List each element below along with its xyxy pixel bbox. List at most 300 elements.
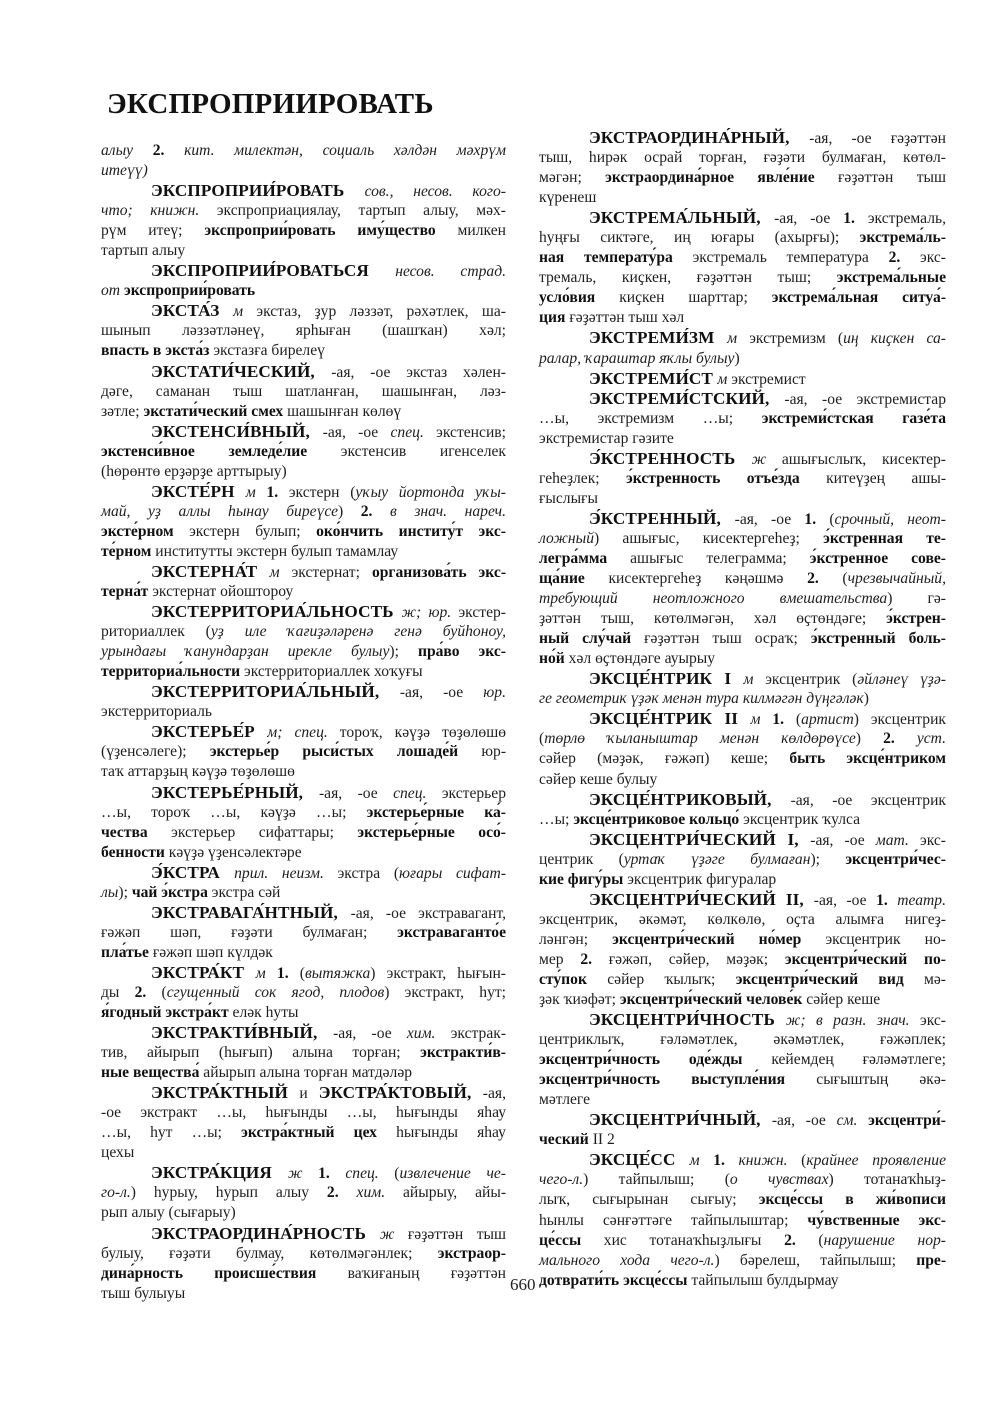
translation-text: дәге, саманан тыш шатланған, шашынған, ләз- [101,382,506,400]
translation-text: тартып алыу [101,242,186,260]
headword: ЭКСТРЕМИ́СТ [589,368,718,388]
entry-line [539,228,946,248]
translation-text: экспроприациялау, тартып алыу, мәх- [216,202,506,220]
entry-line [101,1183,506,1203]
entry-start-line [539,208,946,228]
entry-line [539,188,946,208]
entry-line [539,1050,946,1070]
entry-line [539,1251,946,1271]
bold-phrase: э́кстренность отъе́зда [626,469,827,487]
entry-line [101,502,506,522]
bold-phrase: экстраор- [437,1244,506,1262]
translation-text: айырып алына торған матдәләр [203,1064,413,1082]
italic-label: лы [101,883,119,901]
headword: ЭКСТРАОРДИНА́РНОСТЬ [151,1223,380,1243]
translation-text: экстерриториаль [101,703,212,721]
italic-label: от [101,282,124,300]
translation-text: экстер- [458,604,506,622]
translation-text: (һөрөнтө ерҙәрҙе арттырыу) [101,462,287,480]
translation-text: экстенсив; [436,423,506,441]
entry-line [101,542,506,562]
entry-line [539,1170,946,1190]
entry-line [101,522,506,542]
headword: ЭКСТЕ́РН [151,481,246,501]
bold-phrase: э́кстрен- [886,610,946,628]
entry-line [539,1231,946,1251]
bold-phrase: экстерье́рные осо́- [357,823,506,841]
translation-text: экстерн ( [288,483,356,501]
headword: Э́КСТРЕННЫЙ, [589,508,735,528]
headword: ЭКСПРОПРИИ́РОВАТЬ [151,181,365,201]
headword: ЭКСТЕНСИ́ВНЫЙ, [151,421,323,441]
translation-text: -ая, -ое [813,891,877,909]
entry-line [539,1211,946,1231]
entry-start-line [539,790,946,810]
entry-start-line [539,1010,946,1030]
entry-start-line [101,1083,506,1103]
bold-phrase: экстракти́в- [420,1044,506,1062]
translation-text: лыҡ, сығырынан сығыу; [539,1191,759,1209]
translation-text: рып алыу (сығарыу) [101,1204,236,1222]
headword: ЭКСПРОПРИИ́РОВАТЬСЯ [151,261,396,281]
translation-text: ( [818,1231,824,1249]
headword: ЭКСТА́З [151,301,234,321]
bold-phrase: те́рном [101,542,156,560]
bold-phrase: э́кстренное сове- [809,549,946,567]
entry-line [101,1203,506,1223]
bold-phrase: территориа́льности [101,663,244,681]
translation-text: кейемдең ғәләмәтлеге; [771,1051,946,1069]
entry-start-line [539,830,946,850]
bold-phrase: экстерье́р рыси́стых лошаде́й [209,743,482,761]
translation-text: ) һурыу, һурып алыу [130,1184,327,1202]
italic-label: несов. страд. [395,263,506,281]
translation-text: -ая, -ое [810,831,876,849]
italic-label: юр. [483,684,506,702]
translation-text: экс- [920,1012,946,1030]
translation-text: центриклыҡ, ғәләмәтлек, әкәмәтлек, ғәжәплек; [539,1031,946,1049]
translation-text: экстазға бирелеү [213,342,325,360]
bold-phrase: 2. [360,502,390,520]
translation-text: күренеш [539,189,597,207]
translation-text: …ы, экстремизм …ы; [539,409,762,427]
translation-text: ) [734,349,740,367]
translation-text: ) экстракт, һығын- [370,964,506,982]
bold-phrase: экстати́ческий смех [143,402,288,420]
translation-text: экстремистар гәзите [539,429,674,447]
translation-text: ) [855,730,884,748]
page-number: 660 [510,1275,536,1294]
translation-text: эксцентрик фигуралар [627,870,777,888]
translation-text: ғәжәп шәп, ғәҙәти булмаған; [101,923,398,941]
bold-phrase: эксцентри́ческий челове́к [619,991,807,1009]
entry-line [539,529,946,549]
entry-start-line [101,863,506,883]
entry-start-line [539,128,946,148]
translation-text: ) [338,502,361,520]
translation-text: сығыштың әкә- [816,1071,946,1089]
entry-line [101,622,506,642]
bold-phrase: усло́вия [539,289,620,307]
running-head: ЭКСПРОПРИИРОВАТЬ [107,88,434,120]
translation-text: экс- [920,831,946,849]
italic-label: спец. [390,423,437,441]
translation-text: ( [299,964,305,982]
translation-text: сәйер ҡылыҡ; [607,970,736,988]
entry-line [539,770,946,790]
entry-line [539,288,946,308]
bold-phrase: впасть в экста́з [101,342,214,360]
entry-start-line [101,362,506,382]
italic-label: ложный [539,529,594,547]
entry-start-line [539,1110,946,1130]
italic-label: срочный, неот- [834,510,946,528]
bold-phrase: э́кстренный боль- [810,630,946,648]
translation-text: тремаль, киҫкен, ғәҙәттән тыш; [539,269,837,287]
entry-line [101,923,506,943]
translation-text: тыш, һирәк осрай торған, ғәҙәти булмаған, көтөл- [539,149,946,167]
italic-label: о чувствах [729,1171,829,1189]
entry-start-line [101,783,506,803]
translation-text: киҫкен шарттар; [619,289,772,307]
headword: ЭКСЦЕ́НТРИКОВЫЙ, [589,789,791,809]
bold-phrase: пра́во экс- [417,643,506,661]
entry-line [539,569,946,589]
bold-phrase: эксце́ссы в жи́вописи [758,1191,946,1209]
entry-line [101,1244,506,1264]
translation-text: ); [389,643,418,661]
italic-label: в знач. нареч. [390,502,506,520]
entry-line [539,990,946,1010]
bold-phrase: экстенси́вное земледе́лие [101,442,341,460]
entry-line [101,883,506,903]
bold-phrase: организова́ть экс- [371,563,507,581]
translation-text: мәгән; [539,169,606,187]
italic-label: нарушение нор- [823,1231,946,1249]
headword: ЭКСТЕРЬЕ́Р [151,722,268,742]
translation-text: хис тотанаҡһыҙлығы [603,1231,785,1249]
entry-line [539,649,946,669]
bold-phrase: пла́тье [101,943,153,961]
entry-line [539,1271,946,1291]
headword: Э́КСТРЕННОСТЬ [589,448,752,468]
entry-start-line [101,1224,506,1244]
translation-text: ) ашығыс, кисектергеһеҙ; [594,529,824,547]
headword: ЭКСТЕРРИТОРИА́ЛЬНЫЙ, [151,682,400,702]
translation-text: -ое экстракт …ы, һығынды …ы, һығынды яһау [101,1104,506,1122]
entry-start-line [101,422,506,442]
translation-text: кисектергеһеҙ кәңәшмә [608,570,808,588]
headword: ЭКСТЕРРИТОРИА́ЛЬНОСТЬ [151,602,402,622]
entry-start-line [539,389,946,409]
italic-label: вытяжка [305,964,371,982]
translation-text: -ая, -ое [771,1112,837,1130]
entry-line [101,1103,506,1123]
translation-text: ); [118,883,132,901]
entry-start-line [101,301,506,321]
italic-label: прил. неизм. [234,864,338,882]
italic-label: м [743,671,766,689]
italic-label: чего-л. [539,1171,584,1189]
italic-label: спец. [345,1165,395,1183]
entry-line [101,662,506,682]
entry-line [101,1003,506,1023]
entry-line [539,349,946,369]
headword: ЭКСТРАОРДИНА́РНЫЙ, [589,128,810,147]
translation-text: ) тайпылыш; ( [583,1171,730,1189]
italic-label: артист [801,711,854,729]
italic-label: итеүү) [101,162,148,180]
translation-text: ашығыслыҡ, кисектер- [781,450,947,468]
translation-text: ҙәттән тыш, көтөлмәгән, хәл өҫтөндәге; [539,610,887,628]
entry-line [539,1130,946,1150]
translation-text: китеүҙең ашы- [826,469,947,487]
translation-text: -ая, -ое экстаз хәлен- [331,363,506,381]
entry-line [539,749,946,769]
entry-line [539,810,946,830]
italic-label: ж [751,450,782,468]
translation-text: таҡ аттарҙың кәүҙә төҙөлөшө [101,763,295,781]
translation-text: ( [394,1165,400,1183]
bold-phrase: легра́мма [539,549,631,567]
translation-text: геһеҙлек; [539,469,627,487]
entry-line [101,1264,506,1284]
italic-label: го-л. [101,1184,131,1202]
headword: ЭКСТРЕМИ́ЗМ [589,328,728,348]
bold-phrase: 1. [876,891,898,909]
entry-line [101,943,506,963]
translation-text: экстремаль, [867,210,946,228]
translation-text: еләк һуты [232,1004,299,1022]
entry-line [101,141,506,161]
translation-text: рүм итеү; [101,222,205,240]
translation-text: …ы; [539,810,574,828]
bold-phrase: ная температу́ра [539,249,693,267]
entry-line [101,1123,506,1143]
bold-phrase: ческий [539,1131,593,1149]
entry-start-line [101,682,506,702]
bold-phrase: ща́ние [539,570,609,588]
bold-phrase: 2. [807,570,843,588]
translation-text: ғәжәп шәп күлдәк [152,943,273,961]
translation-text: һынлы сәнғәттәге тайпылыштар; [539,1211,808,1229]
translation-text: ) бәрелеш, тайпылыш; [714,1251,917,1269]
bold-phrase: 1. [266,483,289,501]
entry-line [539,489,946,509]
bold-phrase: эксцентри́чность выступле́ния [539,1071,817,1089]
italic-label: урындағы ҡанундарҙан ирекле булыу [101,643,390,661]
bold-phrase: 2. [580,950,609,968]
translation-text: ( [161,983,167,1001]
bold-phrase: 1. [276,964,300,982]
headword: ЭКСТРА́КТОВЫЙ, [318,1083,483,1103]
entry-line [539,1070,946,1090]
headword: ЭКСТЕРЬЕ́РНЫЙ, [151,782,319,802]
translation-text: мер [539,950,581,968]
entry-line [539,268,946,288]
headword: ЭКСТЕРНА́Т [151,561,270,581]
translation-text: -ая, [482,1085,506,1103]
entry-start-line [539,890,946,910]
italic-label: уҡыу йортонда уҡы- [355,483,506,501]
bold-phrase: кие фигу́ры [539,870,628,888]
bold-phrase: 1. [843,210,868,228]
translation-text: риториаллек ( [101,623,211,641]
translation-text: ваҡиғаның ғәҙәттән [347,1264,507,1282]
entry-start-line [101,1023,506,1043]
entry-line [101,462,506,482]
italic-label: ж; в разн. знач. [785,1012,920,1030]
italic-label: м; спец. [267,724,340,742]
translation-text: ашығыс телеграмма; [630,549,810,567]
italic-label: май, уҙ аллы һынау биреүсе [101,502,338,520]
bold-phrase: 2. [784,1231,819,1249]
translation-text: һуңғы сиктәге, иң юғары (ахырғы); [539,229,860,247]
italic-label: м [233,303,257,321]
bold-phrase: дина́рность происше́ствия [101,1264,348,1282]
bold-phrase: ный слу́чай [539,630,645,648]
translation-text: ғәжәп, сәйер, мәҙәк; [608,950,785,968]
translation-text: тороҡ, кәүҙә төҙөлөшө [339,724,506,742]
bold-phrase: я́годный экстра́кт [101,1004,233,1022]
translation-text: ғәҙәттән тыш [838,169,946,187]
translation-text: ( [842,570,848,588]
translation-text: -ая, -ое [734,510,805,528]
entry-line [101,241,506,261]
translation-text: ғыслығы [539,489,598,507]
italic-label: что; книжн. [101,202,217,220]
bold-phrase: 1. [713,1152,739,1170]
translation-text: институтты экстерн булып тамамлау [155,542,399,560]
entry-line [539,409,946,429]
bold-phrase: экстрема́льные [836,269,946,287]
italic-label: м [727,330,750,348]
bold-phrase: экстерье́рные ка́- [366,803,506,821]
translation-text: юр- [481,743,507,761]
entry-line [101,382,506,402]
entry-line [539,629,946,649]
translation-text: II 2 [592,1131,615,1149]
translation-text: ҙәк ҡиәфәт; [539,991,620,1009]
entry-start-line [539,669,946,689]
translation-text: кәүҙә үҙенсәлектәре [168,843,302,861]
entry-line [101,161,506,181]
translation-text: сәйер (мәҙәк, ғәжәп) кеше; [539,750,790,768]
entry-start-line [101,903,506,923]
bold-phrase: бенности [101,843,169,861]
translation-text: экстенсив игенселек [340,442,506,460]
entry-line [101,442,506,462]
bold-phrase: эксцентри́- [868,1112,946,1130]
entry-start-line [101,562,506,582]
italic-label: хим. [356,1184,404,1202]
entry-line [101,341,506,361]
translation-text: экстерн булып; [189,522,317,540]
bold-phrase: терна́т [101,583,153,601]
italic-label: ге геометрик үҙәк менән тура килмәгән дүңгәләк [539,690,864,708]
italic-label: м [255,964,277,982]
entry-line [539,589,946,609]
entry-start-line [101,261,506,281]
translation-text: ды [101,983,135,1001]
entry-start-line [101,602,506,622]
headword: ЭКСЦЕ́СС [589,1150,690,1170]
translation-text: ләнгән; [539,930,613,948]
headword: ЭКСЦЕНТРИ́ЧЕСКИЙ II, [589,889,814,909]
entry-start-line [539,1150,946,1170]
entry-line [101,1043,506,1063]
translation-text: экстремаль температура [692,249,889,267]
translation-text: -ая, -ое [774,210,844,228]
headword: ЭКСТРЕМИ́СТСКИЙ, [589,388,785,408]
entry-line [539,248,946,268]
translation-text: экстерьер [441,784,507,802]
bold-phrase: сту́пок [539,970,608,988]
entry-line [101,201,506,221]
entry-start-line [101,1163,506,1183]
entry-line [101,1143,506,1163]
bold-phrase: 1. [772,711,796,729]
italic-label: театр. [897,891,946,909]
bold-phrase: чу́вственные экс- [807,1211,947,1229]
bold-phrase: чества [101,823,172,841]
bold-phrase: око́нчить институ́т экс- [316,522,506,540]
translation-text: ( [801,1152,807,1170]
italic-label: ж; юр. [401,604,459,622]
translation-text: эксцентрик, әкәмәт, көлкөлө, оҫта алымға нигеҙ- [539,910,946,928]
bold-phrase: но́й [539,650,569,668]
translation-text: айырыу, айы- [403,1184,507,1202]
bold-phrase: 2. [152,142,185,159]
bold-phrase: экстрема́льная ситуа́- [771,289,947,307]
entry-line [101,803,506,823]
headword: ЭКСТРА́КТ [151,962,256,982]
bold-phrase: 2. [134,983,162,1001]
italic-label: уртаҡ үҙәге булмаған [623,850,811,868]
translation-text: тив, айырып (һығып) алына торған; [101,1044,421,1062]
headword: ЭКСТРА́КТНЫЙ [151,1083,300,1103]
italic-label: кит. милектән, социаль хәлдән мәхрүм [184,142,506,159]
entry-line [101,742,506,762]
translation-text: …ы, тороҡ …ы, кәүҙә …ы; [101,803,367,821]
headword: ЭКСЦЕНТРИ́ЧНОСТЬ [589,1010,786,1030]
entry-line [101,582,506,602]
entry-line [101,762,506,782]
headword: ЭКСТАТИ́ЧЕСКИЙ, [151,361,332,381]
translation-text: экстернат; [291,563,372,581]
italic-label: см. [836,1112,869,1130]
translation-text: ғәҙәттән тыш хәл [569,309,685,327]
bold-phrase: э́кстренная те- [823,529,946,547]
translation-text: центрик ( [539,850,624,868]
entry-line [539,429,946,449]
translation-text: -ая, -ое [318,784,394,802]
translation-text: ( [829,510,835,528]
entry-line [539,950,946,970]
italic-label: м [269,563,292,581]
translation-text: ( [539,730,545,748]
entry-start-line [101,722,506,742]
entry-line [539,870,946,890]
translation-text: цехы [101,1144,135,1162]
entry-start-line [101,181,506,201]
italic-label: крайнее проявление [806,1152,946,1170]
entry-start-line [539,369,946,389]
entry-line [101,823,506,843]
italic-label: ралар, ҡараштар яҡлы булыу [539,349,735,367]
translation-text: экстаз, ҙур ләззәт, рәхәтлек, ша- [256,303,506,321]
translation-text: экс- [920,249,946,267]
